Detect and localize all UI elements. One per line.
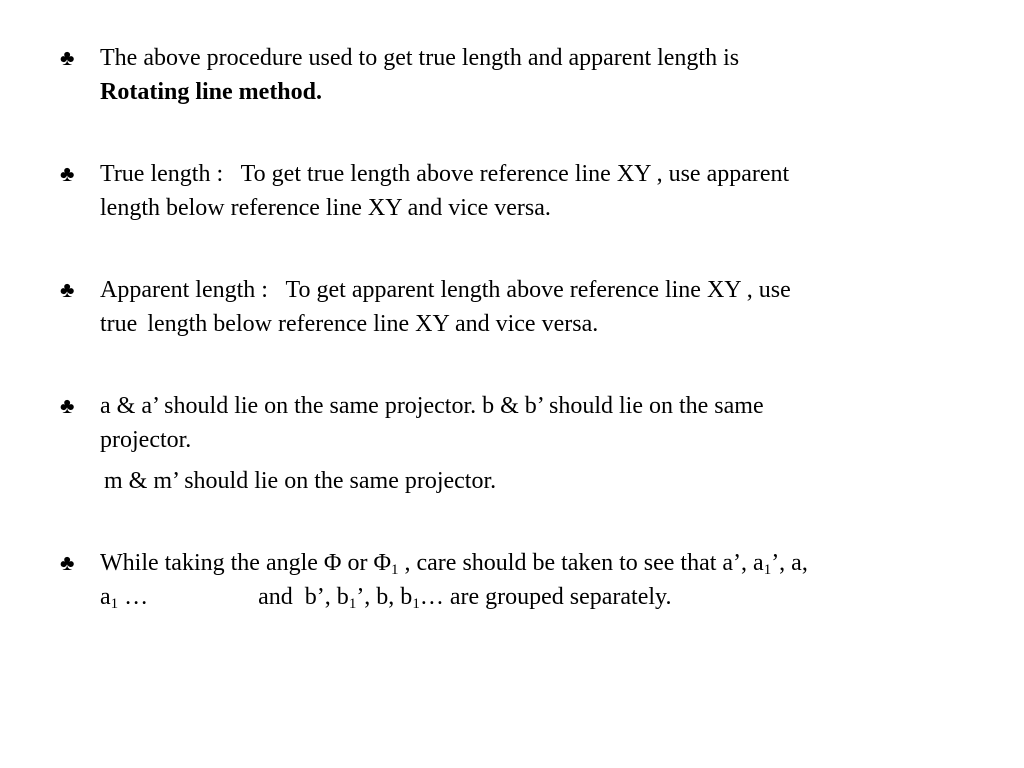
club-bullet-icon: ♣ <box>60 393 75 418</box>
text-line: a & a’ should lie on the same projector. b & b’ should lie on the same <box>100 393 764 419</box>
text-fragment: ’, b, b <box>356 584 413 610</box>
subscript: 1 <box>412 596 420 612</box>
text-fragment: , care should be taken to see that a’, a <box>398 550 764 576</box>
text-line <box>100 75 960 109</box>
text-fragment: ’, a, <box>771 550 808 576</box>
projector-extra-line: m & m’ should lie on the same projector. <box>104 468 497 494</box>
bullet-text <box>100 41 960 109</box>
club-bullet-icon: ♣ <box>60 277 75 302</box>
bullet-text <box>100 273 960 341</box>
bullet-text <box>100 389 960 457</box>
text-fragment: … <box>118 584 149 610</box>
text-line: Apparent length : To get apparent length above reference line XY , use <box>100 277 791 303</box>
text-fragment: While taking the angle Φ or Φ <box>100 550 391 576</box>
text-line <box>100 580 960 614</box>
subscript: 1 <box>348 596 357 612</box>
subscript: 1 <box>110 596 119 612</box>
text-line <box>100 307 960 341</box>
text-fragment: true <box>100 311 138 337</box>
bullet-text <box>100 157 960 225</box>
subscript: 1 <box>763 562 772 578</box>
club-bullet-icon: ♣ <box>60 550 75 575</box>
bullet-text <box>100 546 960 614</box>
text-line: projector. <box>100 427 192 453</box>
club-bullet-icon: ♣ <box>60 45 75 70</box>
text-line <box>100 546 960 580</box>
text-fragment: … are grouped separately. <box>419 584 672 610</box>
text-fragment: length below reference line XY and vice versa. <box>147 311 599 337</box>
text-line: True length : To get true length above reference line XY , use apparent <box>100 161 790 187</box>
text-fragment: a <box>100 584 111 610</box>
bold-term: Rotating line method. <box>100 79 322 105</box>
text-fragment: and b’, b <box>258 584 349 610</box>
text-line: The above procedure used to get true length and apparent length is <box>100 45 740 71</box>
club-bullet-icon: ♣ <box>60 161 75 186</box>
subscript: 1 <box>391 562 399 578</box>
text-line: length below reference line XY and vice versa. <box>100 195 551 221</box>
